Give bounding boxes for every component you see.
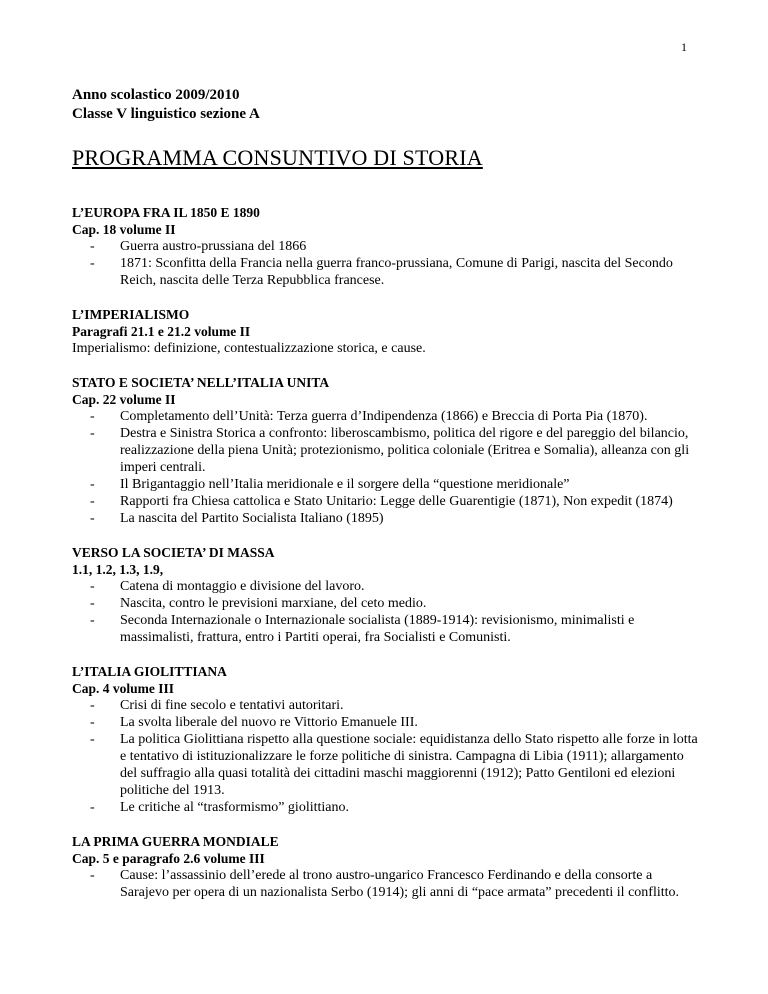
section-subtitle: 1.1, 1.2, 1.3, 1.9,	[72, 562, 164, 577]
class-info: Classe V linguistico sezione A	[72, 106, 260, 122]
page-number: 1	[681, 40, 687, 54]
section-title: L’IMPERIALISMO	[72, 307, 190, 322]
section-subtitle: Paragrafi 21.1 e 21.2 volume II	[72, 324, 251, 339]
school-year: Anno scolastico 2009/2010	[72, 87, 240, 103]
program-content	[72, 204, 702, 918]
list-item: - La nascita del Partito Socialista Italiano (1895)	[72, 510, 702, 527]
topic-list	[72, 578, 702, 646]
section-italia-giolittiana	[72, 663, 702, 816]
list-item: - Seconda Internazionale o Internazionale socialista (1889-1914): revisionismo, minimalisti e massimalisti, frattura, entro i Partiti operai, fra Socialisti e Comunisti.	[72, 612, 702, 646]
section-title: VERSO LA SOCIETA’ DI MASSA	[72, 545, 275, 560]
list-item: - La svolta liberale del nuovo re Vittorio Emanuele III.	[72, 714, 702, 731]
list-item: - Il Brigantaggio nell’Italia meridionale e il sorgere della “questione meridionale”	[72, 476, 702, 493]
section-subtitle: Cap. 18 volume II	[72, 222, 176, 237]
list-item: - Completamento dell’Unità: Terza guerra d’Indipendenza (1866) e Breccia di Porta Pia (1870).	[72, 408, 702, 425]
section-title: LA PRIMA GUERRA MONDIALE	[72, 834, 279, 849]
list-item: - Catena di montaggio e divisione del lavoro.	[72, 578, 702, 595]
section-subtitle: Cap. 4 volume III	[72, 681, 175, 696]
section-title: STATO E SOCIETA’ NELL’ITALIA UNITA	[72, 375, 330, 390]
list-item: - Crisi di fine secolo e tentativi autoritari.	[72, 697, 702, 714]
section-stato-societa	[72, 374, 702, 527]
list-item: - Le critiche al “trasformismo” giolittiano.	[72, 799, 702, 816]
section-title: L’ITALIA GIOLITTIANA	[72, 664, 227, 679]
list-item: - La politica Giolittiana rispetto alla questione sociale: equidistanza dello Stato rispetto alle forze in lotta e tentativo di istituzionalizzare le forze politiche di sinistra. Campagna di Libia (1911); allargamento del suffragio alla quasi totalità dei cittadini maschi maggiorenni (1912); Patto Gentiloni ed elezioni politiche del 1913.	[72, 731, 702, 799]
section-subtitle: Cap. 5 e paragrafo 2.6 volume III	[72, 851, 265, 866]
list-item: - Destra e Sinistra Storica a confronto: liberoscambismo, politica del rigore e del pareggio del bilancio, realizzazione della piena Unità; protezionismo, politica coloniale (Eritrea e Somalia), alleanza con gli imperi centrali.	[72, 425, 702, 476]
topic-list	[72, 408, 702, 527]
section-europa	[72, 204, 702, 289]
section-description: Imperialismo: definizione, contestualizzazione storica, e cause.	[72, 341, 426, 356]
section-prima-guerra	[72, 833, 702, 901]
list-item: - Rapporti fra Chiesa cattolica e Stato Unitario: Legge delle Guarentigie (1871), Non expedit (1874)	[72, 493, 702, 510]
document-header	[72, 86, 260, 124]
list-item: - Nascita, contro le previsioni marxiane, del ceto medio.	[72, 595, 702, 612]
section-subtitle: Cap. 22 volume II	[72, 392, 176, 407]
page-title: PROGRAMMA CONSUNTIVO DI STORIA	[72, 145, 483, 170]
section-imperialismo	[72, 306, 702, 357]
topic-list	[72, 238, 702, 289]
topic-list	[72, 697, 702, 816]
section-title: L’EUROPA FRA IL 1850 E 1890	[72, 205, 260, 220]
list-item: - Guerra austro-prussiana del 1866	[72, 238, 702, 255]
list-item: - 1871: Sconfitta della Francia nella guerra franco-prussiana, Comune di Parigi, nascita del Secondo Reich, nascita delle Terza Repubblica francese.	[72, 255, 702, 289]
section-societa-massa	[72, 544, 702, 646]
list-item: - Cause: l’assassinio dell’erede al trono austro-ungarico Francesco Ferdinando e della consorte a Sarajevo per opera di un nazionalista Serbo (1914); gli anni di “pace armata” precedenti il conflitto.	[72, 867, 702, 901]
topic-list	[72, 867, 702, 901]
